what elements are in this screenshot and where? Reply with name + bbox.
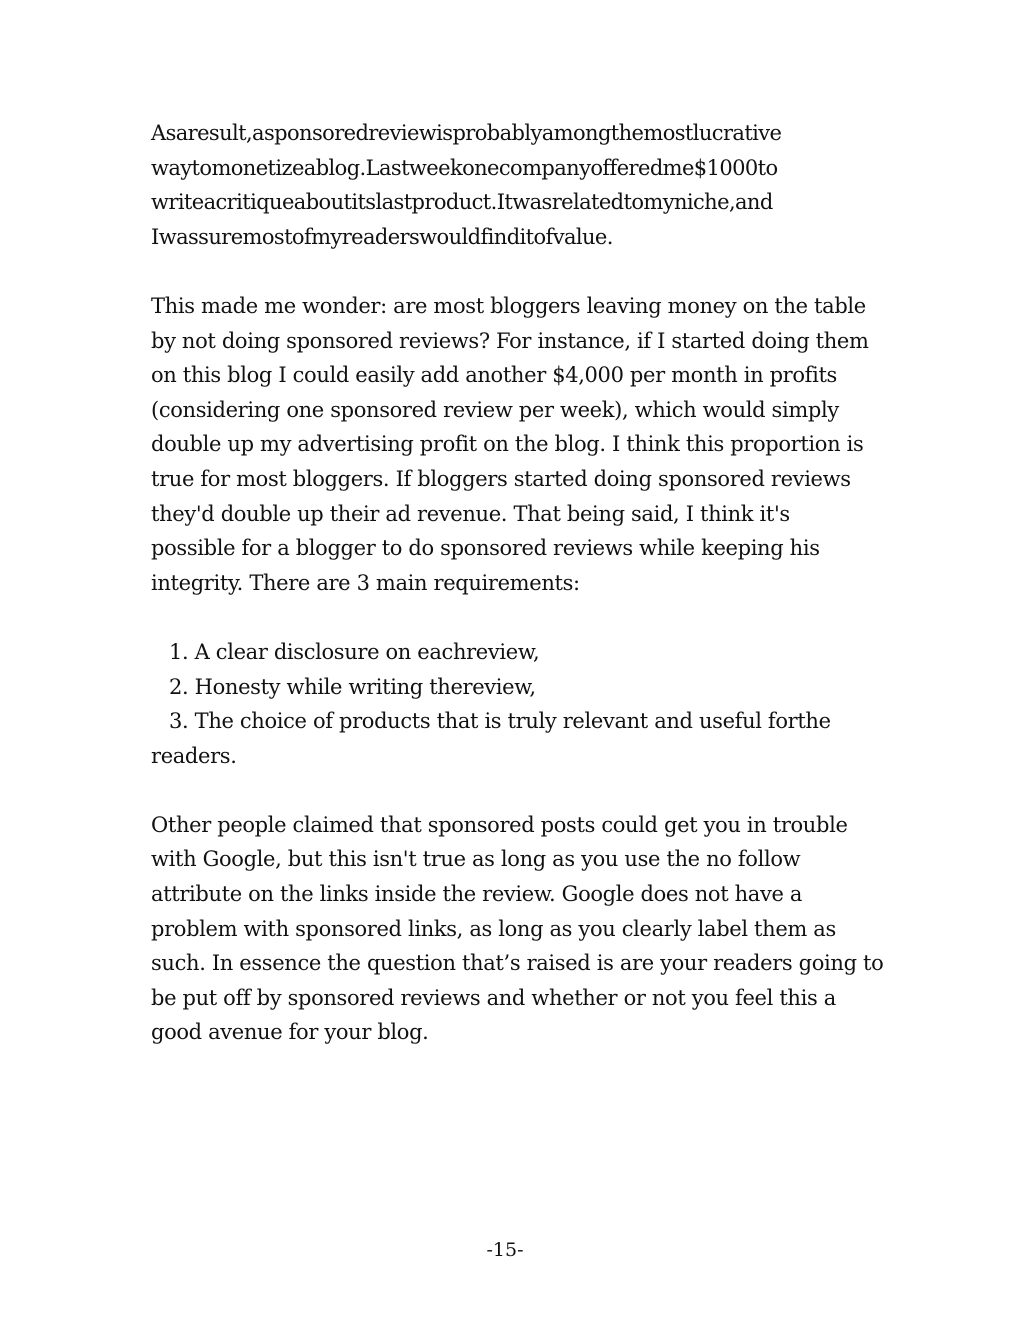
text-line: waytomonetizeablog.Lastweekonecompanyofferedme$1000to — [151, 155, 778, 180]
text-line: true for most bloggers. If bloggers started doing sponsored reviews — [151, 466, 851, 491]
text-line: good avenue for your blog. — [151, 1020, 429, 1045]
text-line: integrity. There are 3 main requirements: — [151, 570, 580, 595]
text-line: double up my advertising profit on the blog. I think this proportion is — [151, 432, 864, 457]
text-line: attribute on the links inside the review. Google does not have a — [151, 882, 803, 907]
text-line: This made me wonder: are most bloggers leaving money on the table — [151, 293, 866, 318]
text-line: Other people claimed that sponsored posts could get you in trouble — [151, 812, 848, 837]
list-item: 1. A clear disclosure on eachreview, — [169, 639, 540, 664]
paragraph-spacer — [151, 600, 881, 635]
list-item: 2. Honesty while writing thereview, — [169, 674, 536, 699]
document-page — [151, 116, 884, 1050]
paragraph-google-no-follow — [151, 808, 884, 1050]
text-line: be put off by sponsored reviews and whether or not you feel this a — [151, 985, 836, 1010]
text-line: such. In essence the question that’s raised is are your readers going to — [151, 951, 884, 976]
paragraph-spacer — [151, 773, 881, 808]
text-line: Iwassuremostofmyreaderswouldfinditofvalue. — [151, 224, 613, 249]
text-line: Asaresult,asponsoredreviewisprobablyamongthemostlucrative — [151, 121, 782, 145]
list-item-continuation: readers. — [151, 743, 237, 768]
paragraph-spacer — [151, 254, 881, 289]
text-line: on this blog I could easily add another $4,000 per month in profits — [151, 363, 837, 388]
text-line: with Google, but this isn't true as long as you use the no follow — [151, 847, 801, 872]
text-line: they'd double up their ad revenue. That being said, I think it's — [151, 501, 790, 526]
paragraph-sponsored-review-income — [151, 116, 881, 254]
text-line: problem with sponsored links, as long as you clearly label them as — [151, 916, 836, 941]
requirements-list — [151, 635, 881, 773]
list-item: 3. The choice of products that is truly relevant and useful forthe — [169, 709, 831, 734]
page-number: -15- — [486, 1239, 524, 1261]
text-line: by not doing sponsored reviews? For instance, if I started doing them — [151, 328, 869, 353]
text-line: (considering one sponsored review per week), which would simply — [151, 397, 839, 422]
paragraph-leaving-money-on-table — [151, 289, 881, 600]
text-line: writeacritiqueaboutitslastproduct.Itwasrelatedtomyniche,and — [151, 190, 773, 215]
text-line: possible for a blogger to do sponsored reviews while keeping his — [151, 536, 820, 561]
